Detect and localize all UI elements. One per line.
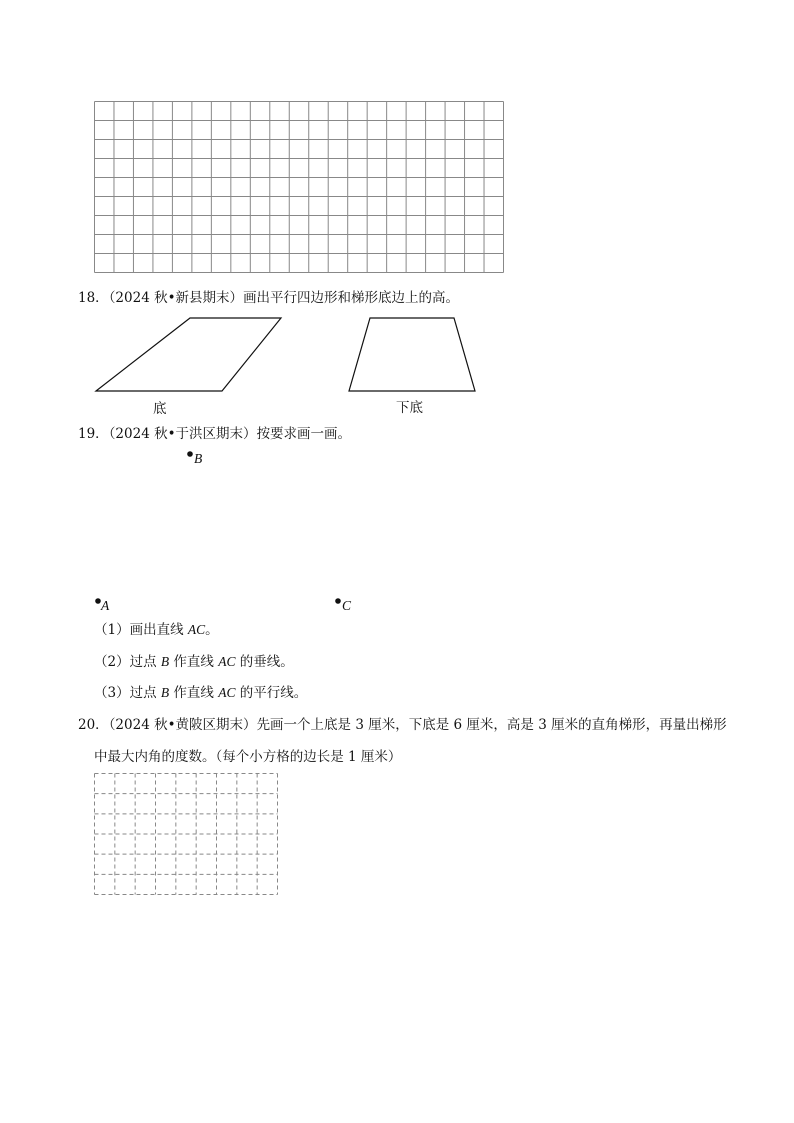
question-prompt: 画出平行四边形和梯形底边上的高。: [243, 290, 460, 306]
point-name: B: [160, 685, 170, 700]
question-number: 20．: [78, 717, 109, 733]
question-source: （2024 秋•黄陂区期末）: [108, 717, 257, 733]
sub-number: （3）: [94, 685, 130, 701]
point-b-dot: [186, 450, 194, 458]
parallelogram-base-label: 底: [153, 401, 167, 417]
sub-question-1: [94, 621, 219, 639]
sub-text: 画出直线: [129, 622, 188, 638]
question-number: 19．: [78, 426, 109, 442]
point-name: B: [160, 654, 170, 669]
point-a-label: A: [101, 598, 110, 613]
line-name: AC: [187, 622, 206, 637]
point-c-dot: [334, 597, 342, 605]
line-name: AC: [218, 654, 236, 669]
sub-text: 过点: [129, 654, 161, 670]
sub-text: 作直线: [169, 654, 219, 670]
dashed-grid: [94, 773, 278, 895]
line-name: AC: [218, 685, 236, 700]
sub-text: 的垂线。: [235, 654, 294, 670]
question-18: [78, 289, 459, 307]
point-b-label: B: [194, 451, 203, 466]
sub-text: 的平行线。: [235, 685, 308, 701]
question-20-line-1: [78, 716, 727, 734]
question-source: （2024 秋•于洪区期末）: [108, 426, 257, 442]
sub-text: 过点: [129, 685, 161, 701]
question-source: （2024 秋•新县期末）: [108, 290, 244, 306]
sub-number: （2）: [94, 654, 130, 670]
question-prompt: 先画一个上底是 3 厘米，下底是 6 厘米，高是 3 厘米的直角梯形，再量出梯形: [256, 717, 727, 733]
question-prompt: 按要求画一画。: [256, 426, 352, 442]
question-number: 18．: [78, 290, 109, 306]
sub-question-3: [94, 684, 307, 702]
point-c-label: C: [342, 598, 352, 613]
question-19: [78, 425, 351, 443]
trapezoid: [346, 316, 478, 394]
sub-number: （1）: [94, 622, 130, 638]
parallelogram: [94, 316, 284, 394]
sub-text: 。: [205, 622, 219, 638]
question-20-line-2: 中最大内角的度数。（每个小方格的边长是 1 厘米）: [94, 749, 402, 765]
solid-grid: [94, 101, 504, 273]
sub-question-2: [94, 653, 294, 671]
sub-text: 作直线: [169, 685, 219, 701]
trapezoid-base-label: 下底: [396, 400, 423, 416]
